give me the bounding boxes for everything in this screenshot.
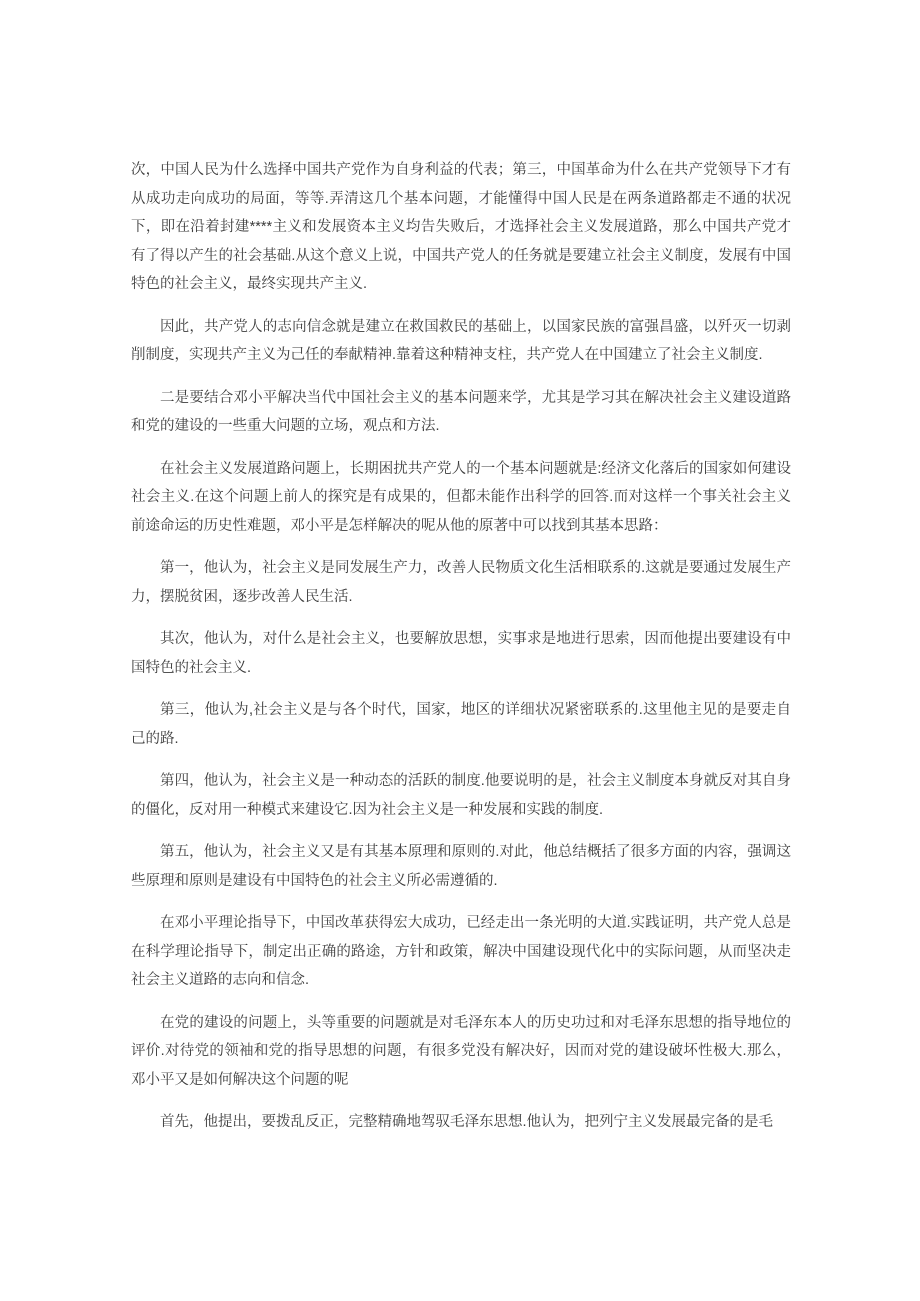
body-paragraph: 第五，他认为，社会主义又是有其基本原理和原则的.对此，他总结概括了很多方面的内容，强调这些原理和原则是建设有中国特色的社会主义所必需遵循的. (131, 844, 791, 889)
body-paragraph: 因此，共产党人的志向信念就是建立在救国救民的基础上，以国家民族的富强昌盛，以歼灭一切剥削制度，实现共产主义为己任的奉献精神.靠着这种精神支柱，共产党人在中国建立了社会主义制度. (131, 318, 791, 363)
body-paragraph: 次，中国人民为什么选择中国共产党作为自身利益的代表；第三，中国革命为什么在共产党领导下才有从成功走向成功的局面，等等.弄清这几个基本问题，才能懂得中国人民是在两条道路都走不通的状况下，即在沿着封建****主义和发展资本主义均告失败后，才选择社会主义发展道路，那么中国共产党才有了得以产生的社会基础.从这个意义上说，中国共产党人的任务就是要建立社会主义制度，发展有中国特色的社会主义，最终实现共产主义. (131, 162, 791, 292)
body-paragraph: 在邓小平理论指导下，中国改革获得宏大成功，已经走出一条光明的大道.实践证明，共产党人总是在科学理论指导下，制定出正确的路途，方针和政策，解决中国建设现代化中的实际问题，从而坚决走社会主义道路的志向和信念. (131, 915, 791, 988)
body-paragraph: 第三，他认为,社会主义是与各个时代，国家，地区的详细状况紧密联系的.这里他主见的是要走自己的路. (131, 702, 791, 747)
body-paragraph: 首先，他提出，要拨乱反正，完整精确地驾驭毛泽东思想.他认为，把列宁主义发展最完备的是毛 (160, 1114, 774, 1130)
body-paragraph: 二是要结合邓小平解决当代中国社会主义的基本问题来学，尤其是学习其在解决社会主义建设道路和党的建设的一些重大问题的立场，观点和方法. (131, 389, 791, 434)
body-paragraph: 第一，他认为，社会主义是同发展生产力，改善人民物质文化生活相联系的.这就是要通过发展生产力，摆脱贫困，逐步改善人民生活. (131, 560, 791, 605)
body-paragraph: 第四，他认为，社会主义是一种动态的活跃的制度.他要说明的是，社会主义制度本身就反对其自身的僵化，反对用一种模式来建设它.因为社会主义是一种发展和实践的制度. (131, 773, 791, 818)
body-paragraph: 其次，他认为，对什么是社会主义，也要解放思想，实事求是地进行思索，因而他提出要建设有中国特色的社会主义. (131, 631, 791, 676)
body-paragraph: 在党的建设的问题上，头等重要的问题就是对毛泽东本人的历史功过和对毛泽东思想的指导地位的评价.对待党的领袖和党的指导思想的问题，有很多党没有解决好，因而对党的建设破坏性极大.那么，邓小平又是如何解决这个问题的呢 (131, 1014, 791, 1088)
body-paragraph: 在社会主义发展道路问题上，长期困扰共产党人的一个基本问题就是:经济文化落后的国家如何建设社会主义.在这个问题上前人的探究是有成果的，但都未能作出科学的回答.而对这样一个事关社会主义前途命运的历史性难题，邓小平是怎样解决的呢从他的原著中可以找到其基本思路： (131, 460, 791, 534)
